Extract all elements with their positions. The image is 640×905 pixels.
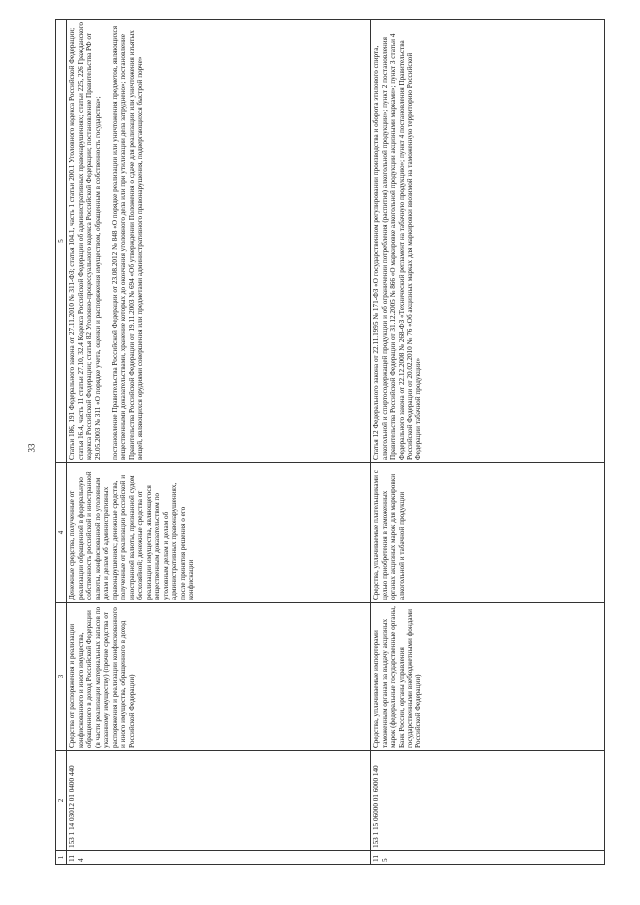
classification-code-cell: 153 1 15 06000 01 6000 140 <box>371 751 605 851</box>
classification-code-cell: 153 1 14 03012 01 0400 440 <box>67 751 371 851</box>
row-number-cell: 114 <box>67 851 371 865</box>
table-row <box>67 20 371 865</box>
revenue-classification-table <box>55 19 605 865</box>
legal-basis-cell: Статьи 186, 191 Федерального закона от 27.11.2010 № 311-ФЗ; статья 104.1, часть 1 статьи 200.1 Уголовного кодекса Российской Федерации; статья 16.4, часть 11 статьи 27.10, 32.4 Кодекса Российской Федерации об административных правонарушениях; статьи 225, 226 Гражданского кодекса Российской Федерации; статья 82 Уголовно-процессуального кодекса Российской Федерации; постановление Правительства РФ от 29.05.2003 № 311 «О порядке учета, оценки и распоряжения имуществом, обращенным в собственность государства»; постановление Правительства Российской Федерации от 23.08.2012 № 848 «О порядке реализации или уничтожения предметов, являющихся вещественными доказательствами, хранение которых до окончания уголовного дела или при утилизации дела затруднено»; постановление Правительства Российской Федерации от 19.11.2003 № 694 «Об утверждении Положения о сдаче для реализации или уничтожения изъятых вещей, являющихся орудиями совершения или предметами административного правонарушения, подвергающихся быстрой порче» <box>67 20 371 463</box>
table-row <box>371 20 605 865</box>
column-header-name: 3 <box>56 603 67 751</box>
revenue-description-cell: Средства, уплачиваемые плательщиками с целью приобретения в таможенных органах акцизных марок для маркировки алкогольной и табачной продукции <box>371 463 605 603</box>
legal-basis-cell: Статья 12 Федерального закона от 22.11.1995 № 171-ФЗ «О государственном регулировании производства и оборота этилового спирта, алкогольной и спиртосодержащей продукции и об ограничении потребления (распития) алкогольной продукции»; пункт 2 постановления Правительства Российской Федерации от 31.12.2005 № 866 «О маркировке алкогольной продукции акцизными марками»; пункт 3 статьи 4 Федерального закона от 22.12.2008 № 268-ФЗ «Технический регламент на табачную продукцию»; пункт 4 постановления Правительства Российской Федерации от 20.02.2010 № 76 «Об акцизных марках для маркировки ввозимой на таможенную территорию Российской Федерации табачной продукции» <box>371 20 605 463</box>
revenue-name-cell: Средства от распоряжения и реализации конфискованного и иного имущества, обращенного в доход Российской Федерации (в части реализации материальных запасов по указанному имуществу) (прочие средства от распоряжения и реализации конфискованного и иного имущества, обращенного в доход Российской Федерации) <box>67 603 371 751</box>
page-number: 33 <box>26 443 37 453</box>
table-header-row <box>56 20 67 865</box>
column-header-legal-basis: 5 <box>56 20 67 463</box>
column-header-number: 1 <box>56 851 67 865</box>
row-number-cell: 115 <box>371 851 605 865</box>
column-header-description: 4 <box>56 463 67 603</box>
column-header-code: 2 <box>56 751 67 851</box>
revenue-name-cell: Средства, уплачиваемые импортерами таможенным органам за выдачу акцизных марок (федеральные государственные органы, Банк России, органы управления государственными внебюджетными фондами Российской Федерации) <box>371 603 605 751</box>
rotated-page-content <box>55 20 605 865</box>
revenue-description-cell: Денежные средства, полученные от реализации обращенной в федеральную собственность российской и иностранной валюты, конфискованной по уголовным делам и делам об административных правонарушениях; денежные средства, полученные от реализации российской и иностранной валюты, признанной судом бесхозяйной; денежные средства от реализации имущества, являющегося вещественным доказательством по уголовным делам и делам об административных правонарушениях, после принятия решения о его конфискации <box>67 463 371 603</box>
